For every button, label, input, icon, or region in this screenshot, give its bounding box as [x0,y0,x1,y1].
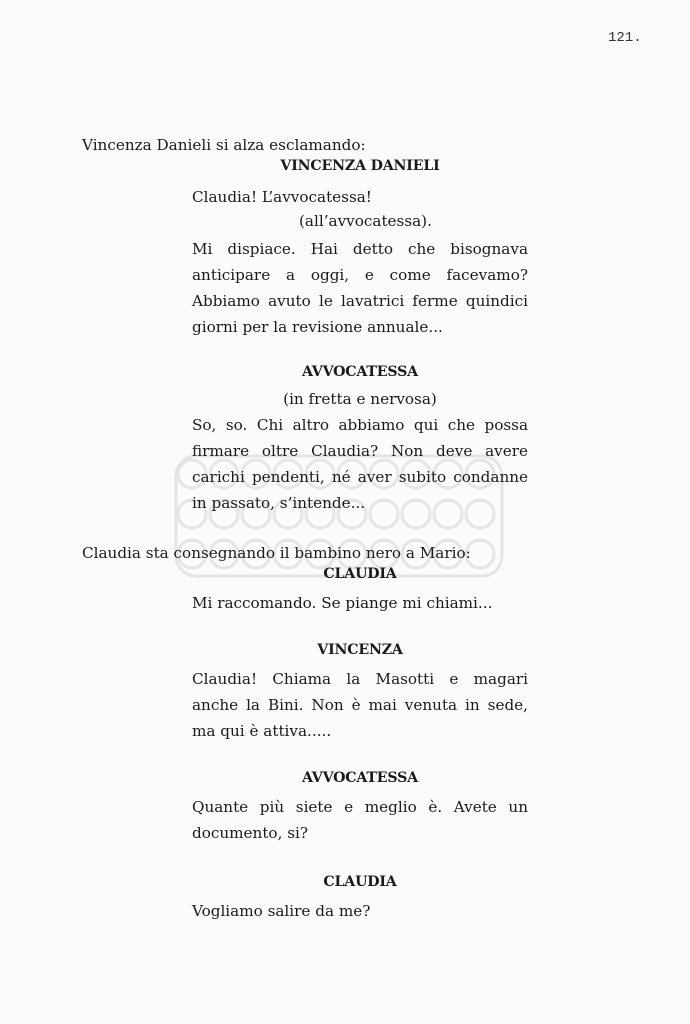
dialogue-line: Claudia! Chiama la Masotti e magari [192,670,528,688]
dialogue-block [192,666,528,744]
dialogue-line: anche la Bini. Non è mai venuta in sede, [192,696,528,714]
stage-direction: Claudia sta consegnando il bambino nero a Mario: [82,544,471,562]
dialogue-line: Abbiamo avuto le lavatrici ferme quindici [192,292,528,310]
page-number: 121. [608,30,642,46]
parenthetical: (in fretta e nervosa) [283,390,437,408]
dialogue-block [192,794,528,846]
dialogue-line: Vogliamo salire da me? [192,902,371,920]
speaker-name: AVVOCATESSA [302,364,418,380]
dialogue-line: anticipare a oggi, e come facevamo? [192,266,528,284]
stage-direction: Vincenza Danieli si alza esclamando: [82,136,366,154]
parenthetical: (all’avvocatessa). [299,212,432,230]
dialogue-line: giorni per la revisione annuale... [192,318,443,336]
dialogue-line: ma qui è attiva..... [192,722,332,740]
dialogue-line: Mi dispiace. Hai detto che bisognava [192,240,528,258]
speaker-name: AVVOCATESSA [302,770,418,786]
dialogue-line: Quante più siete e meglio è. Avete un [192,798,528,816]
dialogue-block [192,236,528,340]
dialogue-block [192,412,528,516]
dialogue-line: Claudia! L’avvocatessa! [192,188,372,206]
dialogue-line: Mi raccomando. Se piange mi chiami... [192,594,493,612]
dialogue-line: in passato, s’intende... [192,494,366,512]
dialogue-line: So, so. Chi altro abbiamo qui che possa [192,416,528,434]
speaker-name: VINCENZA [317,642,403,658]
speaker-name: CLAUDIA [323,566,397,582]
dialogue-line: documento, si? [192,824,309,842]
dialogue-line: carichi pendenti, né aver subito condanne [192,468,528,486]
speaker-name: CLAUDIA [323,874,397,890]
dialogue-line: firmare oltre Claudia? Non deve avere [192,442,528,460]
speaker-name: VINCENZA DANIELI [280,158,440,174]
